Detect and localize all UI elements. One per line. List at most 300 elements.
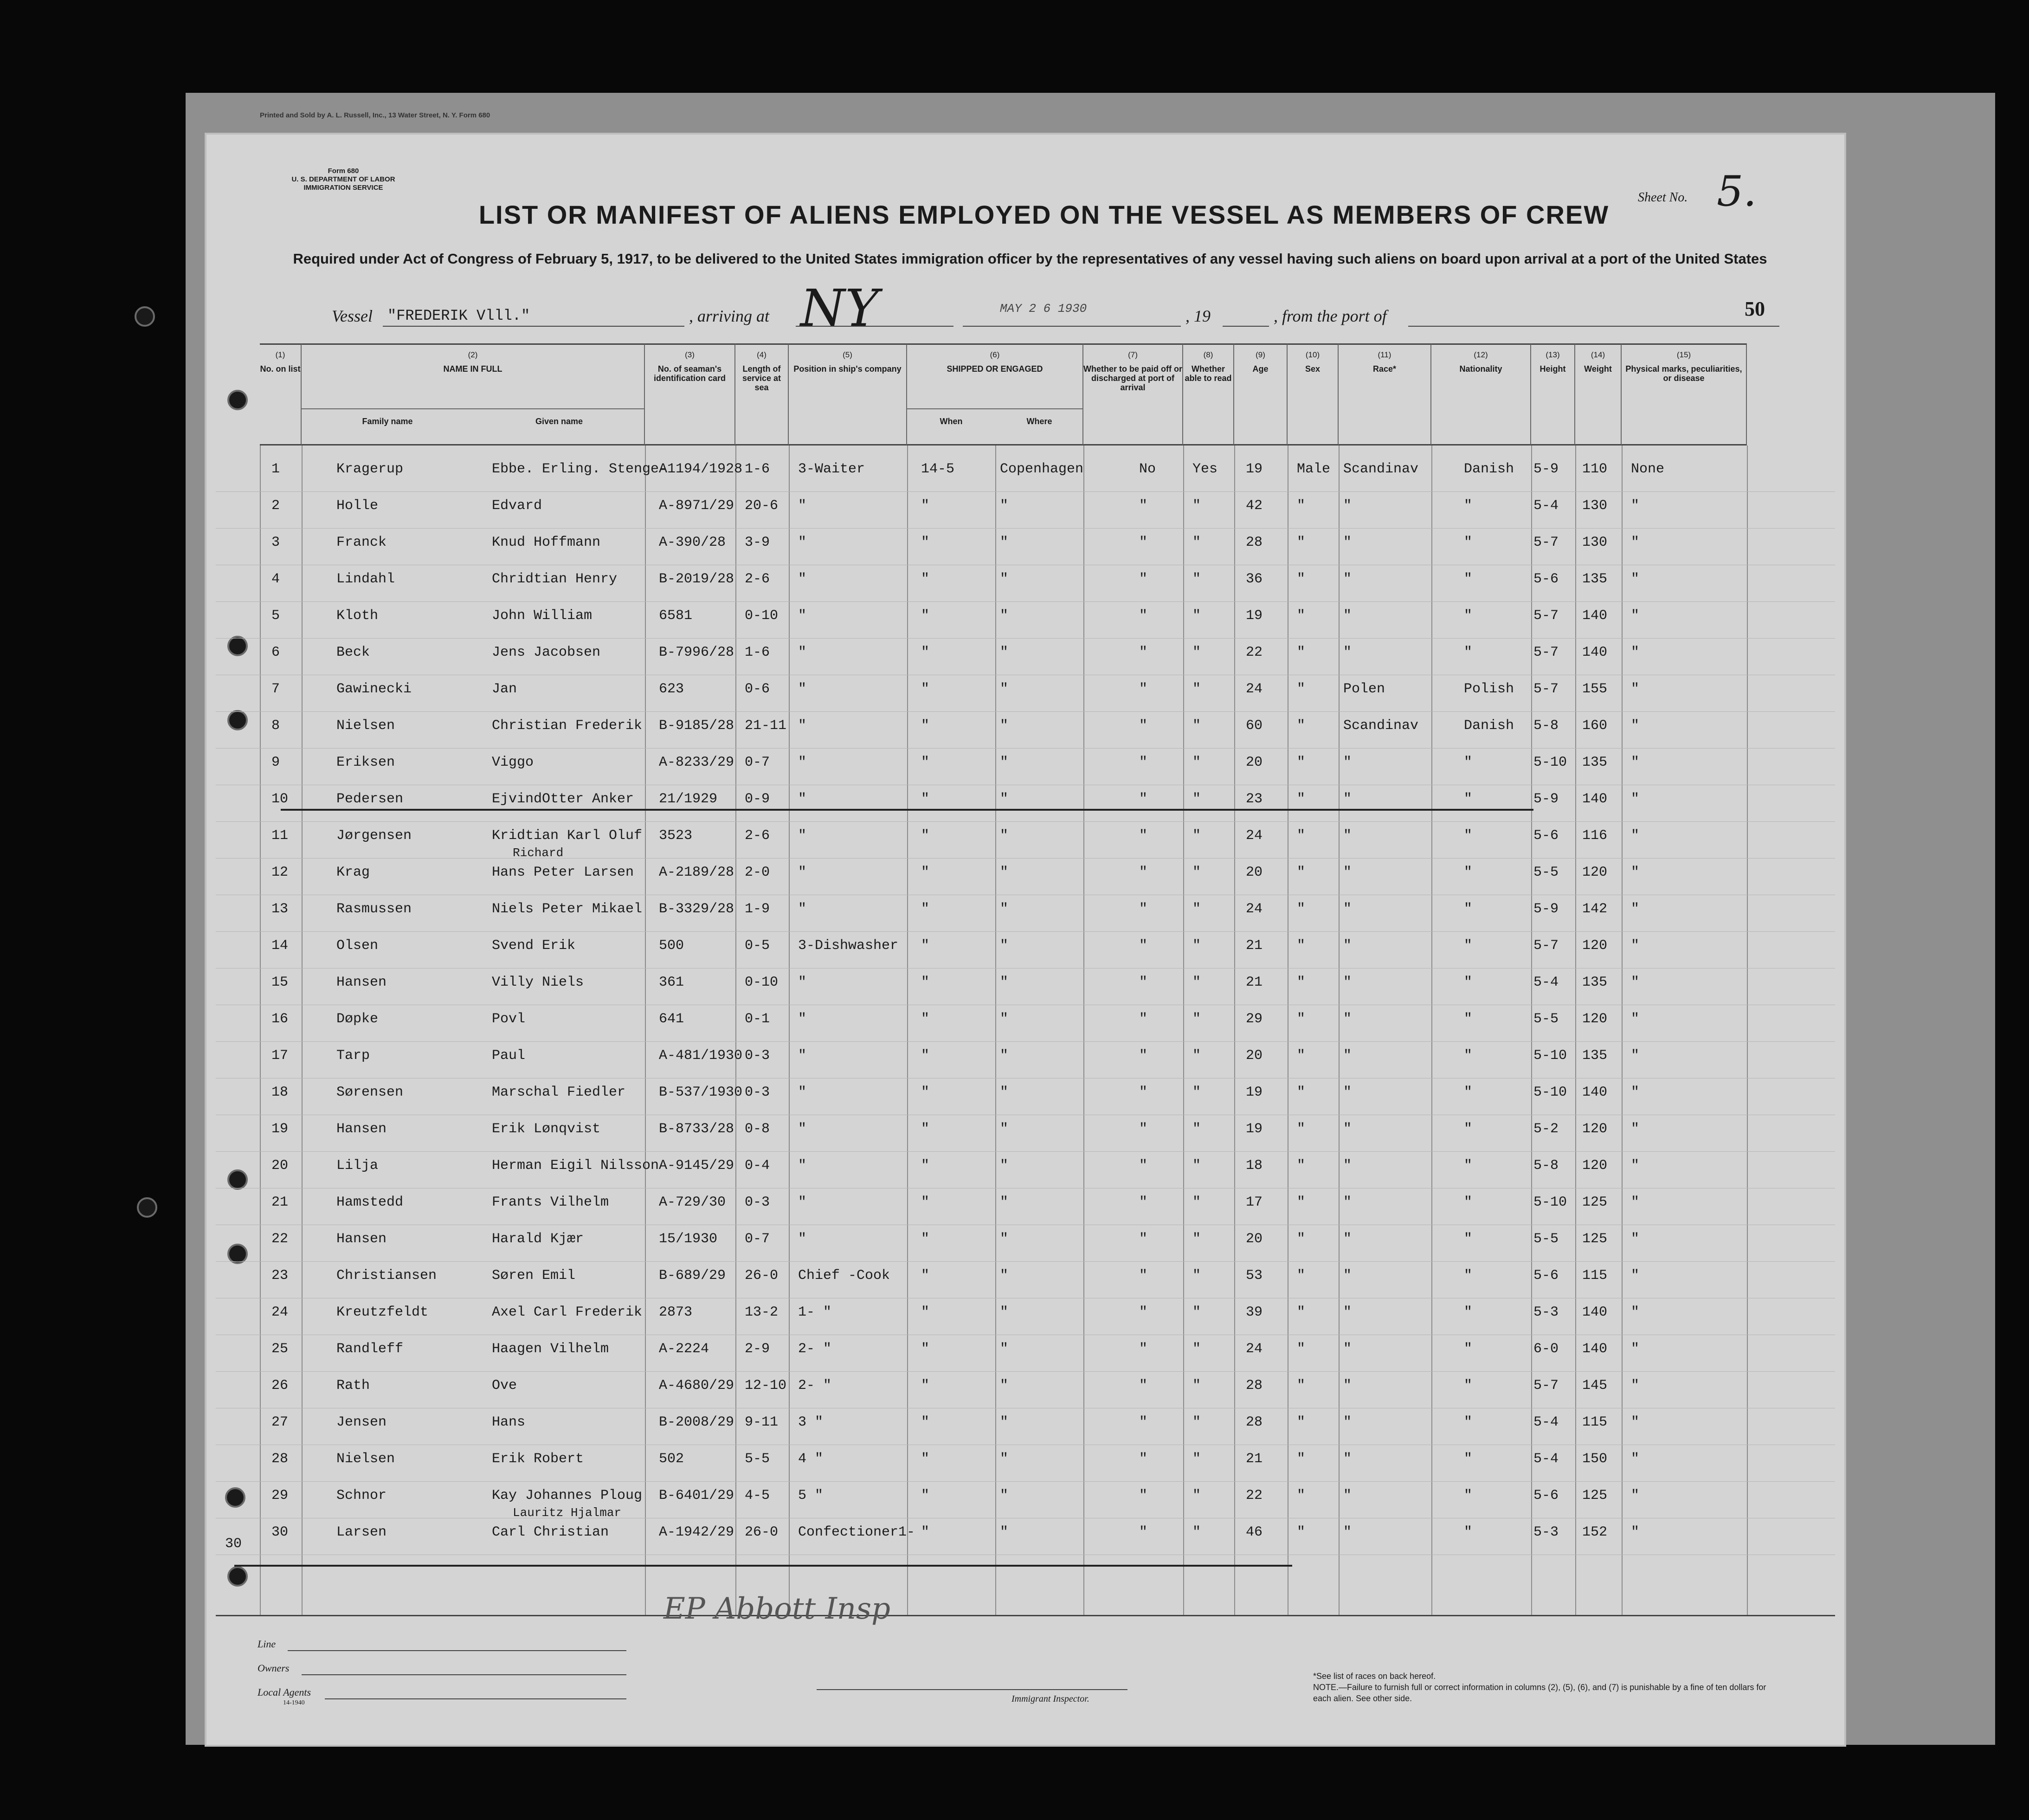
- cell-shipped-when: ": [921, 681, 930, 697]
- cell-card-number: 641: [659, 1011, 684, 1027]
- footnote: [1313, 1671, 1777, 1704]
- cell-sex: ": [1297, 1048, 1306, 1064]
- col-header-card: (3) No. of seaman's identification card: [645, 343, 735, 445]
- cell-card-number: 3523: [659, 828, 693, 844]
- owners-underline: [302, 1674, 626, 1675]
- cell-family-name: Hansen: [336, 975, 387, 990]
- cell-age: 28: [1246, 535, 1263, 550]
- cell-race: ": [1343, 1048, 1352, 1064]
- cell-row-number: 15: [271, 975, 289, 990]
- cell-weight: 135: [1582, 1048, 1608, 1064]
- cell-given-name: John William: [492, 608, 593, 624]
- cell-shipped-when: ": [921, 1011, 930, 1027]
- cell-physical-marks: ": [1631, 645, 1640, 660]
- cell-able-to-read: ": [1192, 1341, 1201, 1357]
- cell-service-length: 3-9: [745, 535, 770, 550]
- line-label: Line: [258, 1638, 276, 1650]
- subtitle: Required under Act of Congress of February 5, 1917, to be delivered to the United States immigration officer by the representatives of any vessel having such aliens on board upon arrival at a port of the United States: [293, 251, 1767, 267]
- cell-shipped-when: ": [921, 571, 930, 587]
- cell-shipped-when: ": [921, 1341, 930, 1357]
- cell-height: 5-5: [1533, 1231, 1559, 1247]
- col-header-service: (4) Length of service at sea: [735, 343, 789, 445]
- table-row: [216, 1261, 1835, 1298]
- cell-physical-marks: ": [1631, 681, 1640, 697]
- cell-row-number: 2: [271, 498, 280, 514]
- cell-race: ": [1343, 1524, 1352, 1540]
- cell-race: ": [1343, 865, 1352, 880]
- cell-race: ": [1343, 938, 1352, 954]
- cell-given-name: Marschal Fiedler: [492, 1084, 626, 1100]
- cell-age: 21: [1246, 1451, 1263, 1467]
- cell-shipped-where: ": [1000, 571, 1009, 587]
- cell-position: ": [798, 1121, 807, 1137]
- cell-sex: ": [1297, 1231, 1306, 1247]
- cell-race: ": [1343, 791, 1352, 807]
- inspector-underline: [817, 1689, 1127, 1690]
- cell-service-length: 26-0: [745, 1268, 779, 1284]
- cell-service-length: 13-2: [745, 1304, 779, 1320]
- cell-age: 18: [1246, 1158, 1263, 1174]
- cell-able-to-read: ": [1192, 755, 1201, 770]
- cell-family-name: Hansen: [336, 1121, 387, 1137]
- cell-sex: ": [1297, 718, 1306, 734]
- cell-position: Confectioner1-: [798, 1524, 915, 1540]
- cell-paid-off: ": [1139, 1084, 1148, 1100]
- crew-table: [216, 343, 1835, 1615]
- cell-shipped-when: ": [921, 1451, 930, 1467]
- cell-sex: ": [1297, 571, 1306, 587]
- table-row: [216, 1506, 1835, 1555]
- cell-height: 5-10: [1533, 1084, 1567, 1100]
- cell-service-length: 0-9: [745, 791, 770, 807]
- cell-shipped-when: ": [921, 718, 930, 734]
- cell-nationality: ": [1464, 1048, 1473, 1064]
- cell-given-name: Frants Vilhelm: [492, 1194, 609, 1210]
- cell-physical-marks: ": [1631, 755, 1640, 770]
- cell-sex: ": [1297, 1414, 1306, 1430]
- cell-row-number: 3: [271, 535, 280, 550]
- cell-shipped-when: 14-5: [921, 461, 955, 477]
- cell-race: ": [1343, 1084, 1352, 1100]
- cell-weight: 135: [1582, 975, 1608, 990]
- cell-shipped-when: ": [921, 1524, 930, 1540]
- cell-physical-marks: ": [1631, 901, 1640, 917]
- cell-race: ": [1343, 1378, 1352, 1394]
- col-header-marks: (15) Physical marks, peculiarities, or disease: [1622, 343, 1747, 445]
- cell-card-number: B-3329/28: [659, 901, 734, 917]
- cell-service-length: 0-3: [745, 1194, 770, 1210]
- cell-race: ": [1343, 828, 1352, 844]
- cell-able-to-read: ": [1192, 938, 1201, 954]
- cell-sex: Male: [1297, 461, 1331, 477]
- cell-age: 23: [1246, 791, 1263, 807]
- cell-weight: 155: [1582, 681, 1608, 697]
- cell-height: 5-6: [1533, 1488, 1559, 1504]
- binder-hole-icon: [135, 306, 155, 327]
- cell-able-to-read: ": [1192, 1084, 1201, 1100]
- cell-service-length: 2-9: [745, 1341, 770, 1357]
- cell-race: ": [1343, 1268, 1352, 1284]
- cell-height: 5-7: [1533, 938, 1559, 954]
- cell-shipped-where: ": [1000, 718, 1009, 734]
- cell-nationality: Danish: [1464, 461, 1514, 477]
- cell-paid-off: ": [1139, 1488, 1148, 1504]
- cell-family-name: Kreutzfeldt: [336, 1304, 429, 1320]
- cell-sex: ": [1297, 828, 1306, 844]
- table-row: [216, 931, 1835, 968]
- cell-given-name: Kridtian Karl Oluf: [492, 828, 643, 844]
- cell-card-number: B-2008/29: [659, 1414, 734, 1430]
- cell-nationality: ": [1464, 1414, 1473, 1430]
- cell-shipped-when: ": [921, 791, 930, 807]
- cell-card-number: 361: [659, 975, 684, 990]
- cell-shipped-where: ": [1000, 938, 1009, 954]
- cell-able-to-read: ": [1192, 1451, 1201, 1467]
- cell-nationality: ": [1464, 1231, 1473, 1247]
- cell-service-length: 0-3: [745, 1084, 770, 1100]
- cell-family-name: Hamstedd: [336, 1194, 404, 1210]
- cell-service-length: 0-10: [745, 608, 779, 624]
- cell-card-number: 2873: [659, 1304, 693, 1320]
- cell-height: 5-4: [1533, 1451, 1559, 1467]
- cell-height: 5-4: [1533, 975, 1559, 990]
- cell-age: 22: [1246, 1488, 1263, 1504]
- cell-family-name: Nielsen: [336, 1451, 395, 1467]
- cell-nationality: ": [1464, 1341, 1473, 1357]
- cell-shipped-when: ": [921, 828, 930, 844]
- cell-given-name: Haagen Vilhelm: [492, 1341, 609, 1357]
- cell-age: 24: [1246, 828, 1263, 844]
- row-10-strikethrough: [281, 809, 1533, 811]
- cell-nationality: Danish: [1464, 718, 1514, 734]
- cell-physical-marks: ": [1631, 608, 1640, 624]
- footnote-races: *See list of races on back hereof.: [1313, 1672, 1436, 1681]
- agents-underline: [325, 1698, 626, 1699]
- cell-age: 28: [1246, 1378, 1263, 1394]
- cell-weight: 115: [1582, 1414, 1608, 1430]
- table-row: [216, 895, 1835, 932]
- cell-physical-marks: ": [1631, 1378, 1640, 1394]
- year-label: , 19: [1185, 307, 1211, 325]
- cell-shipped-when: ": [921, 1488, 930, 1504]
- cell-age: 21: [1246, 938, 1263, 954]
- cell-nationality: ": [1464, 755, 1473, 770]
- cell-service-length: 1-6: [745, 645, 770, 660]
- cell-age: 19: [1246, 608, 1263, 624]
- cell-given-name: Villy Niels: [492, 975, 584, 990]
- cell-shipped-when: ": [921, 1231, 930, 1247]
- cell-height: 5-7: [1533, 645, 1559, 660]
- cell-age: 24: [1246, 681, 1263, 697]
- cell-given-name: Paul: [492, 1048, 526, 1064]
- table-row: [216, 1335, 1835, 1372]
- cell-row-number: 14: [271, 938, 289, 954]
- cell-card-number: A-1942/29: [659, 1524, 734, 1540]
- cell-card-number: B-537/1930: [659, 1084, 743, 1100]
- table-row: [216, 1078, 1835, 1115]
- cell-nationality: ": [1464, 1451, 1473, 1467]
- cell-family-name: Jensen: [336, 1414, 387, 1430]
- cell-family-name: Holle: [336, 498, 379, 514]
- binder-hole-icon: [137, 1197, 157, 1218]
- cell-weight: 120: [1582, 1121, 1608, 1137]
- cell-weight: 130: [1582, 535, 1608, 550]
- cell-able-to-read: ": [1192, 1048, 1201, 1064]
- cell-card-number: B-7996/28: [659, 645, 734, 660]
- cell-race: ": [1343, 975, 1352, 990]
- cell-physical-marks: ": [1631, 1158, 1640, 1174]
- cell-position: ": [798, 901, 807, 917]
- cell-shipped-when: ": [921, 498, 930, 514]
- col-header-height: (13) Height: [1531, 343, 1575, 445]
- cell-card-number: 623: [659, 681, 684, 697]
- cell-nationality: ": [1464, 1084, 1473, 1100]
- cell-shipped-when: ": [921, 1304, 930, 1320]
- cell-weight: 125: [1582, 1194, 1608, 1210]
- col-header-shipped: (6) SHIPPED OR ENGAGED: [907, 343, 1083, 445]
- shipped-when-header: When: [940, 417, 963, 426]
- cell-service-length: 0-3: [745, 1048, 770, 1064]
- table-row: [216, 1371, 1835, 1408]
- cell-row-number: 6: [271, 645, 280, 660]
- cell-race: Scandinav: [1343, 718, 1419, 734]
- cell-able-to-read: ": [1192, 865, 1201, 880]
- shipped-subdivider: [907, 408, 1083, 409]
- col-header-read: (8) Whether able to read: [1183, 343, 1234, 445]
- cell-nationality: ": [1464, 1378, 1473, 1394]
- cell-sex: ": [1297, 1524, 1306, 1540]
- cell-height: 5-10: [1533, 755, 1567, 770]
- cell-card-number: B-9185/28: [659, 718, 734, 734]
- cell-physical-marks: ": [1631, 498, 1640, 514]
- cell-shipped-where: ": [1000, 1084, 1009, 1100]
- cell-row-number: 16: [271, 1011, 289, 1027]
- vessel-underline: [383, 325, 684, 327]
- cell-position: ": [798, 571, 807, 587]
- cell-age: 24: [1246, 901, 1263, 917]
- cell-row-number: 1: [271, 461, 280, 477]
- cell-row-number: 11: [271, 828, 289, 844]
- cell-sex: ": [1297, 1158, 1306, 1174]
- cell-row-number: 20: [271, 1158, 289, 1174]
- cell-nationality: ": [1464, 1304, 1473, 1320]
- cell-service-length: 26-0: [745, 1524, 779, 1540]
- cell-able-to-read: ": [1192, 1194, 1201, 1210]
- cell-given-name: Viggo: [492, 755, 534, 770]
- cell-physical-marks: ": [1631, 828, 1640, 844]
- table-row: [216, 565, 1835, 602]
- cell-service-length: 9-11: [745, 1414, 779, 1430]
- table-row: [216, 1481, 1835, 1518]
- cell-paid-off: ": [1139, 938, 1148, 954]
- cell-physical-marks: ": [1631, 1304, 1640, 1320]
- cell-family-name: Rath: [336, 1378, 370, 1394]
- cell-physical-marks: ": [1631, 1524, 1640, 1540]
- table-row: [216, 491, 1835, 529]
- cell-shipped-where: ": [1000, 498, 1009, 514]
- cell-shipped-where: ": [1000, 1011, 1009, 1027]
- vessel-label: Vessel: [332, 307, 373, 325]
- cell-nationality: ": [1464, 535, 1473, 550]
- cell-paid-off: ": [1139, 1158, 1148, 1174]
- cell-family-name: Beck: [336, 645, 370, 660]
- cell-age: 19: [1246, 1084, 1263, 1100]
- cell-able-to-read: ": [1192, 1121, 1201, 1137]
- cell-family-name: Lindahl: [336, 571, 395, 587]
- cell-nationality: ": [1464, 791, 1473, 807]
- cell-nationality: ": [1464, 938, 1473, 954]
- cell-service-length: 5-5: [745, 1451, 770, 1467]
- cell-shipped-where: ": [1000, 1158, 1009, 1174]
- cell-family-name: Krag: [336, 865, 370, 880]
- cell-height: 5-8: [1533, 718, 1559, 734]
- cell-age: 20: [1246, 1048, 1263, 1064]
- cell-able-to-read: ": [1192, 901, 1201, 917]
- cell-family-name: Lilja: [336, 1158, 379, 1174]
- cell-height: 5-3: [1533, 1304, 1559, 1320]
- cell-family-name: Døpke: [336, 1011, 379, 1027]
- cell-given-name: Kay Johannes Ploug: [492, 1488, 643, 1504]
- cell-physical-marks: None: [1631, 461, 1665, 477]
- cell-card-number: A-8971/29: [659, 498, 734, 514]
- cell-service-length: 12-10: [745, 1378, 787, 1394]
- cell-race: ": [1343, 1304, 1352, 1320]
- cell-family-name: Jørgensen: [336, 828, 412, 844]
- cell-nationality: ": [1464, 1488, 1473, 1504]
- margin-note: 30: [225, 1536, 242, 1552]
- arriving-underline: [796, 325, 953, 327]
- table-row: [216, 846, 1835, 895]
- cell-paid-off: ": [1139, 1048, 1148, 1064]
- cell-shipped-where: ": [1000, 1231, 1009, 1247]
- cell-card-number: B-689/29: [659, 1268, 726, 1284]
- cell-race: ": [1343, 1231, 1352, 1247]
- cell-height: 5-4: [1533, 498, 1559, 514]
- cell-shipped-where: ": [1000, 865, 1009, 880]
- cell-family-name: Kragerup: [336, 461, 404, 477]
- cell-row-number: 9: [271, 755, 280, 770]
- cell-race: ": [1343, 1451, 1352, 1467]
- cell-service-length: 20-6: [745, 498, 779, 514]
- cell-race: ": [1343, 645, 1352, 660]
- cell-weight: 135: [1582, 571, 1608, 587]
- cell-able-to-read: ": [1192, 1268, 1201, 1284]
- cell-age: 29: [1246, 1011, 1263, 1027]
- cell-weight: 160: [1582, 718, 1608, 734]
- cell-family-name: Tarp: [336, 1048, 370, 1064]
- printer-credit: Printed and Sold by A. L. Russell, Inc., 13 Water Street, N. Y. Form 680: [260, 111, 490, 119]
- arriving-label: , arriving at: [689, 307, 770, 325]
- cell-sex: ": [1297, 1268, 1306, 1284]
- cell-height: 5-5: [1533, 1011, 1559, 1027]
- family-name-header: Family name: [362, 417, 413, 426]
- vessel-line: [332, 278, 1779, 338]
- cell-age: 20: [1246, 1231, 1263, 1247]
- inspector-signature: EP Abbott Insp: [663, 1592, 890, 1626]
- cell-position: ": [798, 791, 807, 807]
- cell-race: ": [1343, 608, 1352, 624]
- cell-card-number: 502: [659, 1451, 684, 1467]
- name-subdivider: [302, 408, 645, 409]
- cell-weight: 140: [1582, 1304, 1608, 1320]
- cell-weight: 152: [1582, 1524, 1608, 1540]
- cell-age: 24: [1246, 1341, 1263, 1357]
- cell-nationality: ": [1464, 1524, 1473, 1540]
- cell-service-length: 0-5: [745, 938, 770, 954]
- cell-physical-marks: ": [1631, 1084, 1640, 1100]
- cell-given-name: Herman Eigil Nilsson: [492, 1158, 659, 1174]
- cell-sex: ": [1297, 865, 1306, 880]
- cell-able-to-read: ": [1192, 791, 1201, 807]
- cell-shipped-where: ": [1000, 755, 1009, 770]
- footnote-penalty: NOTE.—Failure to furnish full or correct information in columns (2), (5), (6), and (7) is punishable by a fine of ten dollars for each alien. See other side.: [1313, 1683, 1766, 1703]
- cell-sex: ": [1297, 1341, 1306, 1357]
- cell-age: 17: [1246, 1194, 1263, 1210]
- cell-age: 36: [1246, 571, 1263, 587]
- cell-row-number: 26: [271, 1378, 289, 1394]
- cell-row-number: 13: [271, 901, 289, 917]
- cell-card-number: 6581: [659, 608, 693, 624]
- cell-shipped-where: ": [1000, 645, 1009, 660]
- cell-height: 5-6: [1533, 571, 1559, 587]
- department-name: U. S. DEPARTMENT OF LABOR: [291, 175, 395, 183]
- cell-physical-marks: ": [1631, 1488, 1640, 1504]
- cell-paid-off: ": [1139, 1194, 1148, 1210]
- cell-paid-off: ": [1139, 1451, 1148, 1467]
- cell-position: 1- ": [798, 1304, 832, 1320]
- cell-position: ": [798, 865, 807, 880]
- table-row: [216, 1005, 1835, 1042]
- cell-shipped-where: ": [1000, 608, 1009, 624]
- cell-position: ": [798, 535, 807, 550]
- cell-sex: ": [1297, 1378, 1306, 1394]
- cell-given-name: Harald Kjær: [492, 1231, 584, 1247]
- col-header-weight: (14) Weight: [1575, 343, 1622, 445]
- page-title: LIST OR MANIFEST OF ALIENS EMPLOYED ON THE VESSEL AS MEMBERS OF CREW: [478, 200, 1610, 229]
- cell-given-name: Hans Peter Larsen: [492, 865, 634, 880]
- cell-age: 60: [1246, 718, 1263, 734]
- cell-height: 5-7: [1533, 535, 1559, 550]
- form-id: [274, 167, 413, 192]
- cell-position: ": [798, 755, 807, 770]
- cell-position: ": [798, 1231, 807, 1247]
- cell-given-name: Carl Christian: [492, 1524, 609, 1540]
- cell-card-number: A1194/1928: [659, 461, 743, 477]
- cell-shipped-where: ": [1000, 1414, 1009, 1430]
- cell-given-name: Chridtian Henry: [492, 571, 618, 587]
- cell-paid-off: ": [1139, 645, 1148, 660]
- cell-paid-off: ": [1139, 1524, 1148, 1540]
- cell-sex: ": [1297, 608, 1306, 624]
- cell-paid-off: ": [1139, 755, 1148, 770]
- cell-row-number: 4: [271, 571, 280, 587]
- col-header-position: (5) Position in ship's company: [789, 343, 907, 445]
- col-header-sex: (10) Sex: [1288, 343, 1339, 445]
- table-row: [216, 711, 1835, 749]
- sheet-number: 5.: [1717, 167, 1757, 216]
- cell-row-number: 23: [271, 1268, 289, 1284]
- cell-row-number: 12: [271, 865, 289, 880]
- cell-given-name: Jens Jacobsen: [492, 645, 601, 660]
- cell-weight: 145: [1582, 1378, 1608, 1394]
- cell-height: 5-7: [1533, 1378, 1559, 1394]
- cell-shipped-where: ": [1000, 1268, 1009, 1284]
- cell-paid-off: ": [1139, 681, 1148, 697]
- cell-sex: ": [1297, 1011, 1306, 1027]
- cell-weight: 116: [1582, 828, 1608, 844]
- cell-able-to-read: ": [1192, 828, 1201, 844]
- cell-weight: 140: [1582, 1084, 1608, 1100]
